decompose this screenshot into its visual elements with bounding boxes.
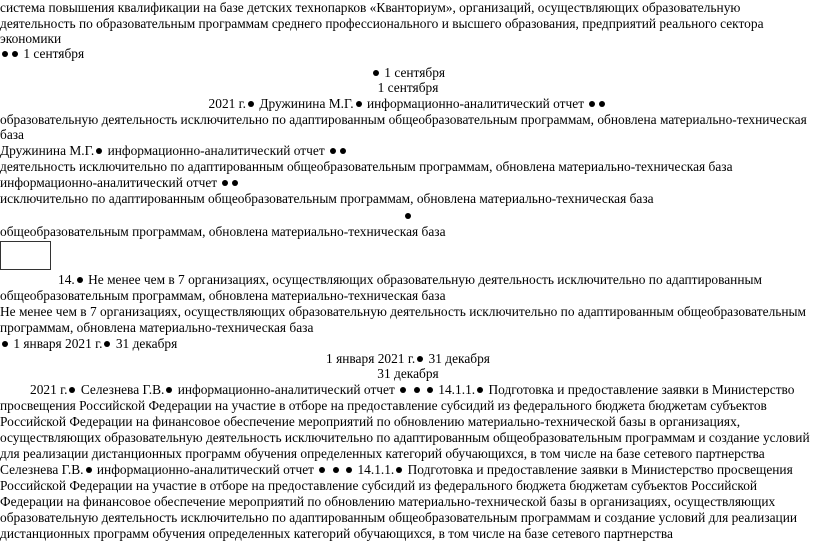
bullet-icon (69, 387, 75, 393)
text-line: 1 января 2021 г. 31 декабря (326, 351, 490, 366)
bullet-icon (405, 213, 411, 219)
bullet-icon (104, 341, 110, 347)
bullet-icon (86, 467, 92, 473)
bullet-icon (477, 387, 483, 393)
bullet-icon (340, 148, 346, 154)
text-line: 14. Не менее чем в 7 организациях, осуществляющих образовательную деятельность исключительно по адаптированным (58, 272, 762, 287)
text-line: 2021 г. Дружинина М.Г. информационно-аналитический отчет (0, 96, 816, 112)
bullet-icon (346, 467, 352, 473)
bullet-icon (400, 387, 406, 393)
bullet-icon (12, 51, 18, 57)
bullet-icon (589, 101, 595, 107)
bullet-icon (373, 70, 379, 76)
text-line: 1 сентября (0, 46, 84, 62)
bullet-icon (396, 467, 402, 473)
text-line: Дружинина М.Г. информационно-аналитический отчет (0, 143, 348, 159)
text-line: 31 декабря (377, 366, 439, 381)
empty-box (0, 241, 51, 270)
bullet-icon (330, 148, 336, 154)
text-line: программам, обновлена материально-техническая база (0, 320, 314, 335)
bullet-icon (333, 467, 339, 473)
text-line: общеобразовательным программам, обновлена материально-техническая база (0, 288, 446, 303)
bullet-icon (356, 101, 362, 107)
text-line: 1 января 2021 г. 31 декабря (0, 336, 177, 352)
bullet-icon (248, 101, 254, 107)
bullet-icon (427, 387, 433, 393)
text-line: 1 сентября (377, 80, 439, 95)
bullet-icon (166, 387, 172, 393)
bullet-icon (222, 180, 228, 186)
bullet-icon (96, 148, 102, 154)
bullet-icon (319, 467, 325, 473)
text-line: 1 сентября (0, 65, 816, 81)
text-line: деятельность по образовательным программам среднего профессионального и высшего образования, предприятий реального сектора (0, 16, 764, 31)
text-line: Не менее чем в 7 организациях, осуществляющих образовательную деятельность исключительно по адаптированным общеобразовательным (0, 304, 806, 319)
bullet-icon (599, 101, 605, 107)
text-line: экономики (0, 31, 62, 46)
bullet-icon (417, 356, 423, 362)
text-line: исключительно по адаптированным общеобразовательным программам, обновлена материально-техническая база (0, 191, 654, 206)
text-line (0, 208, 816, 224)
bullet-icon (2, 341, 8, 347)
text-line: деятельность исключительно по адаптированным общеобразовательным программам, обновлена материально-техническая база (0, 159, 733, 174)
paragraph: Селезнева Г.В. информационно-аналитический отчет 14.1.1. Подготовка и предоставление заявки в Министерство просвещения Российской Федерации на участие в отборе на предоставление субсидий из федерального бюджета бюджетам субъектов Российской Федерации на финансовое обеспечение мероприятий по обновлению материально-технической базы в организациях, осуществляющих образовательную деятельность исключительно по адаптированным общеобразовательным программам и создание условий для реализации дистанционных программ обучения определенных категорий обучающихся, в том числе на базе сетевого партнерства (0, 462, 798, 541)
paragraph: 2021 г. Селезнева Г.В. информационно-аналитический отчет 14.1.1. Подготовка и предоставление заявки в Министерство просвещения Российской Федерации на участие в отборе на предоставление субсидий из федерального бюджета бюджетам субъектов Российской Федерации на финансовое обеспечение мероприятий по обновлению материально-технической базы в организациях, осуществляющих образовательную деятельность исключительно по адаптированным общеобразовательным программам и создание условий для реализации дистанционных программ обучения определенных категорий обучающихся, в том числе на базе сетевого партнерства (0, 382, 810, 461)
text-line: информационно-аналитический отчет (0, 175, 240, 191)
bullet-icon (2, 51, 8, 57)
bullet-icon (232, 180, 238, 186)
text-line: общеобразовательным программам, обновлена материально-техническая база (0, 224, 446, 239)
text-line: база (0, 127, 24, 142)
text-line: система повышения квалификации на базе детских технопарков «Кванториум», организаций, осуществляющих образовательную (0, 0, 741, 15)
bullet-icon (77, 277, 83, 283)
text-line: образовательную деятельность исключительно по адаптированным общеобразовательным программам, обновлена материально-техническая (0, 112, 807, 127)
bullet-icon (414, 387, 420, 393)
